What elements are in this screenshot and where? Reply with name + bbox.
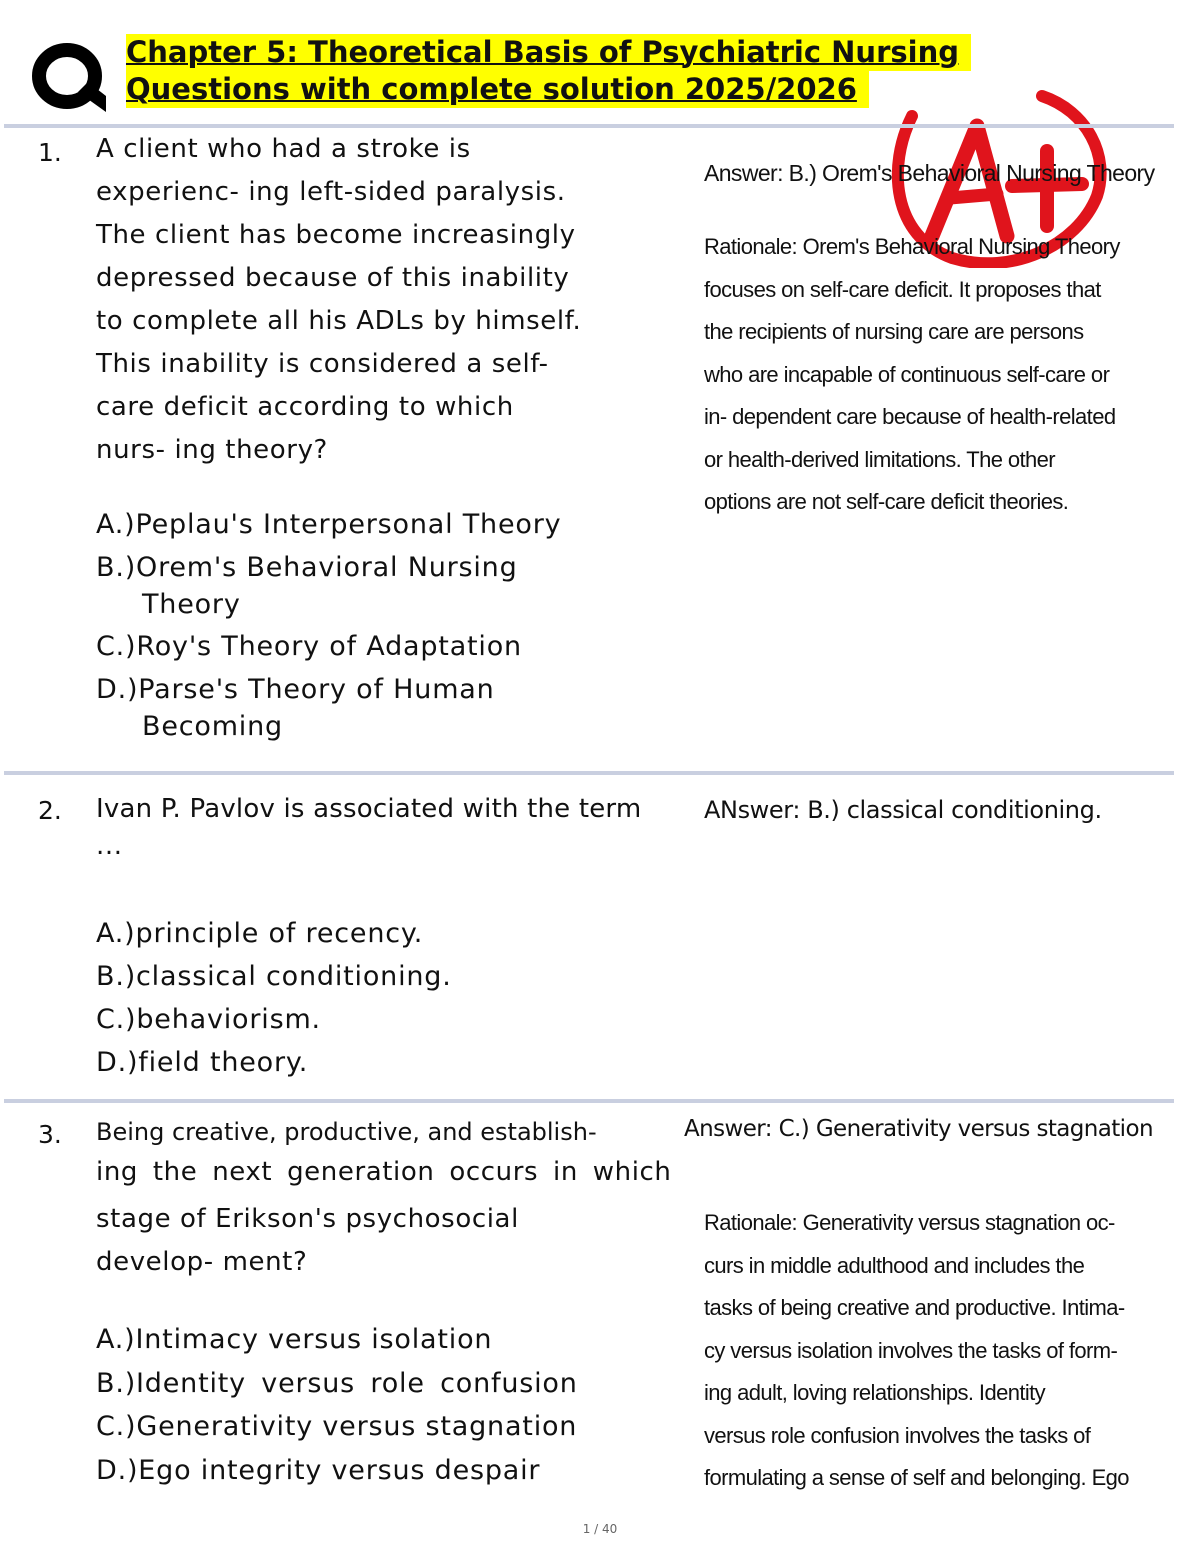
option-a: A.)Intimacy versus isolation bbox=[96, 1324, 493, 1355]
option-b: B.)classical conditioning. bbox=[96, 961, 452, 992]
options-list bbox=[96, 1318, 578, 1492]
question-number: 1. bbox=[38, 138, 62, 167]
options-list bbox=[96, 506, 561, 745]
option-b-line1: B.)Orem's Behavioral Nursing bbox=[96, 552, 518, 583]
option-d: D.)Ego integrity versus despair bbox=[96, 1454, 541, 1486]
rationale-line: or health-derived limitations. The other bbox=[704, 446, 1056, 472]
question-line: ing the next generation occurs in which bbox=[96, 1157, 672, 1187]
option-c: C.)Roy's Theory of Adaptation bbox=[96, 631, 522, 662]
option-d: D.)field theory. bbox=[96, 1047, 309, 1078]
question-text bbox=[96, 788, 641, 861]
rationale-line: Rationale: Orem's Behavioral Nursing Theory bbox=[704, 234, 1120, 259]
option-a: A.)Peplau's Interpersonal Theory bbox=[96, 509, 562, 540]
question-line: This inability is considered a self- bbox=[96, 349, 549, 379]
question-line: develop- ment? bbox=[96, 1247, 308, 1277]
rationale-line: tasks of being creative and productive. Intima- bbox=[704, 1295, 1125, 1320]
answer-line: Answer: B.) Orem's Behavioral Nursing Theory bbox=[704, 160, 1155, 186]
question-line: ... bbox=[96, 831, 123, 861]
question-line: Ivan P. Pavlov is associated with the term bbox=[96, 794, 642, 824]
divider bbox=[4, 771, 1174, 775]
question-number: 3. bbox=[38, 1120, 62, 1149]
divider bbox=[4, 1099, 1174, 1103]
rationale bbox=[704, 226, 1200, 524]
option-c: C.)behaviorism. bbox=[96, 1004, 321, 1035]
q-logo-icon bbox=[30, 38, 108, 116]
page-number: 1 / 40 bbox=[582, 1522, 618, 1536]
question-line: care deficit according to which bbox=[96, 392, 514, 422]
question-line: stage of Erikson's psychosocial bbox=[96, 1204, 519, 1234]
rationale-line: cy versus isolation involves the tasks of form- bbox=[704, 1337, 1118, 1363]
rationale bbox=[704, 1202, 1200, 1500]
stamp-text: A+ bbox=[872, 86, 874, 87]
rationale-line: curs in middle adulthood and includes the bbox=[704, 1252, 1085, 1278]
question-line: depressed because of this inability bbox=[96, 263, 570, 293]
question-line: nurs- ing theory? bbox=[96, 435, 328, 465]
rationale-line: versus role confusion involves the tasks of bbox=[704, 1422, 1091, 1448]
option-b bbox=[96, 549, 561, 623]
rationale-line: formulating a sense of self and belonging. Ego bbox=[704, 1465, 1129, 1490]
option-c: C.)Generativity versus stagnation bbox=[96, 1411, 578, 1442]
answer-line: Answer: C.) Generativity versus stagnation bbox=[684, 1116, 1153, 1142]
rationale-line: focuses on self-care deficit. It proposes that bbox=[704, 276, 1101, 302]
option-a: A.)principle of recency. bbox=[96, 918, 424, 949]
question-number: 2. bbox=[38, 796, 62, 825]
option-d-line1: D.)Parse's Theory of Human bbox=[96, 674, 495, 705]
rationale-line: options are not self-care deficit theories. bbox=[704, 489, 1069, 514]
rationale-line: ing adult, loving relationships. Identity bbox=[704, 1380, 1046, 1405]
question-text bbox=[96, 128, 581, 472]
question-line: A client who had a stroke is bbox=[96, 134, 471, 164]
options-list bbox=[96, 912, 452, 1084]
option-b: B.)Identity versus role confusion bbox=[96, 1367, 578, 1399]
rationale-line: who are incapable of continuous self-care or bbox=[704, 361, 1110, 387]
answer-line: ANswer: B.) classical conditioning. bbox=[704, 796, 1102, 824]
question-line: to complete all his ADLs by himself. bbox=[96, 306, 582, 336]
question-text bbox=[96, 1112, 672, 1282]
option-d-line2: Becoming bbox=[142, 711, 283, 742]
rationale-line: in- dependent care because of health-related bbox=[704, 404, 1116, 429]
title-line-2: Questions with complete solution 2025/2026 bbox=[126, 71, 869, 108]
question-line: Being creative, productive, and establish- bbox=[96, 1118, 597, 1146]
title-line-1: Chapter 5: Theoretical Basis of Psychiatric Nursing bbox=[126, 34, 971, 71]
option-d bbox=[96, 671, 561, 745]
rationale-line: the recipients of nursing care are persons bbox=[704, 319, 1084, 344]
question-line: experienc- ing left-sided paralysis. bbox=[96, 177, 566, 207]
option-b-line2: Theory bbox=[142, 589, 241, 620]
rationale-line: Rationale: Generativity versus stagnation oc- bbox=[704, 1210, 1115, 1235]
question-line: The client has become increasingly bbox=[96, 220, 576, 250]
